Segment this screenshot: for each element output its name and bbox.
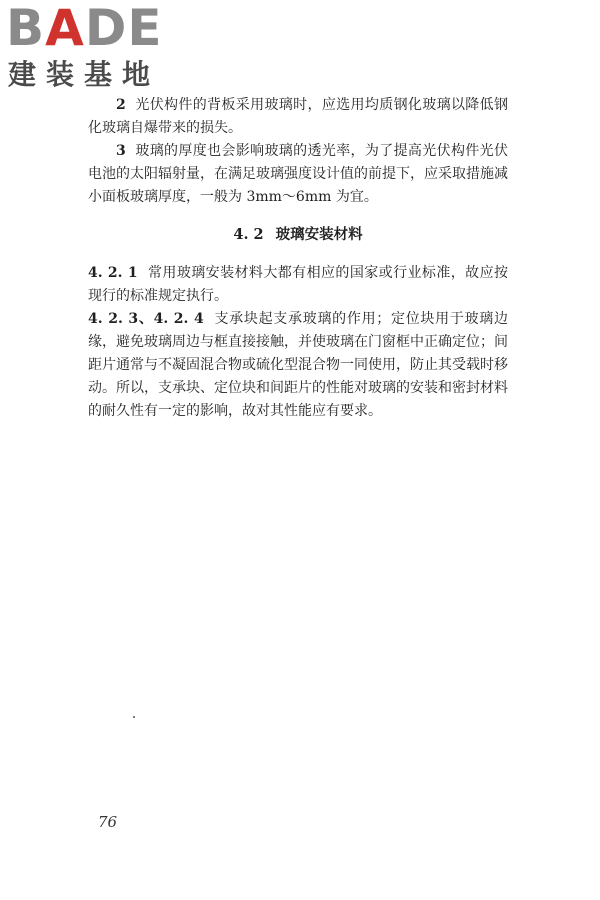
page-number: 76 [98, 813, 118, 831]
logo-subtitle: 建装基地 [8, 58, 161, 91]
item-text: 玻璃的厚度也会影响玻璃的透光率，为了提高光伏构件光伏电池的太阳辐射量，在满足玻璃强度设计值的前提下，应采取措施减小面板玻璃厚度，一般为 3mm～6mm 为宜。 [88, 143, 508, 205]
bade-logo [6, 2, 176, 94]
item-text: 光伏构件的背板采用玻璃时，应选用均质钢化玻璃以降低钢化玻璃自爆带来的损失。 [88, 97, 508, 136]
item-number: 3 [116, 143, 126, 159]
numbered-item-3 [88, 140, 508, 209]
logo-letter-b: B [6, 0, 46, 57]
item-number: 2 [116, 97, 126, 113]
section-title: 玻璃安装材料 [275, 226, 363, 243]
clause-text: 支承块起支承玻璃的作用；定位块用于玻璃边缘，避免玻璃周边与框直接接触，并使玻璃在门窗框中正确定位；间距片通常与不凝固混合物或硫化型混合物一同使用，防止其受载时移动。所以，支承块、定位块和间距片的性能对玻璃的安装和密封材料的耐久性有一定的影响，故对其性能应有要求。 [88, 311, 509, 419]
clause-number: 4. 2. 1 [88, 265, 138, 281]
clause-4-2-3-4-2-4 [88, 308, 508, 423]
scan-speck [133, 716, 135, 718]
logo-letter-a-accent: A [45, 0, 85, 57]
logo-letters-de: DE [84, 0, 163, 57]
numbered-item-2 [88, 94, 508, 140]
section-heading [88, 223, 508, 246]
logo-wordmark [6, 0, 163, 57]
clause-text: 常用玻璃安装材料大都有相应的国家或行业标准，故应按现行的标准规定执行。 [88, 265, 508, 304]
section-number: 4. 2 [233, 226, 264, 243]
clause-number: 4. 2. 3、4. 2. 4 [88, 311, 204, 327]
clause-4-2-1 [88, 262, 508, 308]
page-body [88, 94, 508, 423]
